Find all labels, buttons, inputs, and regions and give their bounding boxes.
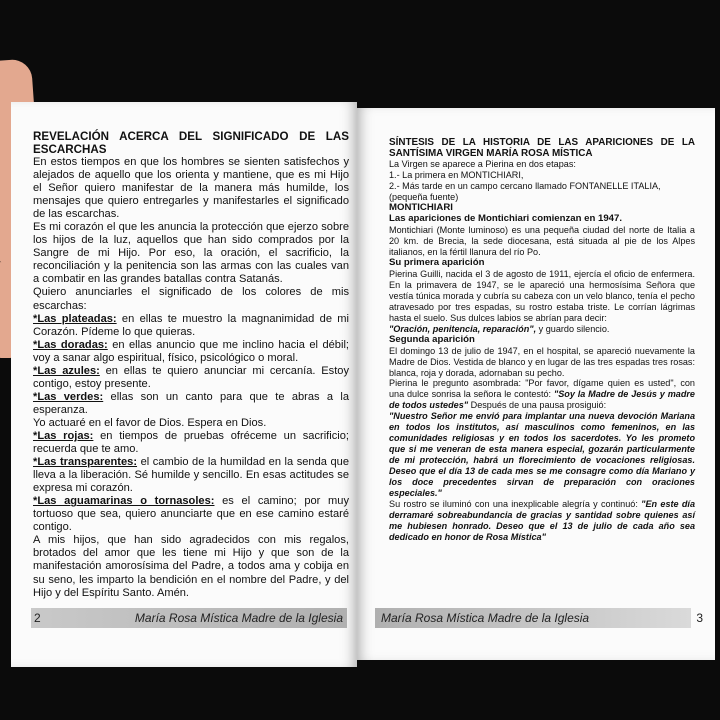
heading-montichiari: MONTICHIARI (389, 202, 453, 214)
right-page-content (389, 137, 695, 543)
quote-soy: "Soy la Madre de Jesús y madre de todos ustedes" (389, 389, 695, 411)
color-aguamarinas (33, 495, 349, 534)
color-label: *Las azules: (33, 364, 100, 377)
footer-title: María Rosa Mística Madre de la Iglesia (381, 611, 590, 625)
paragraph-heart: Es mi corazón el que les anuncia la protección que ejerzo sobre los hijos de la luz, aquellos que han sido comprados por la Sangre de mi Hijo. Por eso, la oración, el sacrificio, la reconciliación y la penitencia son las armas con las cuales van a combatir en las grandes batallas contra Satanás. (33, 221, 349, 286)
color-text: en ellas te quiero anunciar mi cercanía. Estoy contigo, estoy presente. (33, 364, 349, 390)
color-azules (33, 365, 349, 391)
color-label: *Las rojas: (33, 429, 94, 442)
color-label: *Las aguamarinas o tornasoles: (33, 495, 215, 508)
paragraph-colors-intro: Quiero anunciarles el significado de los colores de mis escarchas: (33, 286, 349, 312)
paragraph-primera: Pierina Guilli, nacida el 3 de agosto de 1911, ejercía el oficio de enfermera. En la primavera de 1947, se le apareció una hermosísima Señora que vestía túnica morada y cubría su cabeza con un velo blanco, tenía el pecho atravesado por tres espadas, su rostro estaba triste. Le corrían lágrimas hasta el suelo. Sus dulces labios se abrían para decir: (389, 268, 695, 323)
heading-apariciones: Las apariciones de Montichiari comienzan en 1947. (389, 213, 622, 225)
paragraph-oracion (389, 324, 695, 335)
color-rojas (33, 430, 349, 456)
right-page-footer (375, 608, 703, 628)
left-page-content (33, 130, 349, 600)
heading-segunda: Segunda aparición (389, 333, 475, 345)
right-page (357, 108, 715, 660)
paragraph-intro: La Virgen se aparece a Pierina en dos etapas: (389, 159, 576, 170)
color-verdes (33, 391, 349, 417)
page-number: 3 (696, 611, 703, 625)
quote-oracion: "Oración, penitencia, reparación", (389, 323, 537, 334)
color-text: en ellas anuncio que me inclino hacia el débil; voy a sanar algo espiritual, físico, psicológico o moral. (33, 338, 349, 364)
text-rostro: Su rostro se iluminó con una inexplicable alegría y continuó: (389, 498, 642, 509)
heading-primera: Su primera aparición (389, 256, 485, 268)
color-text: ellas son un canto para que te abras a la esperanza. (33, 390, 349, 416)
color-text: en ellas te muestro la magnanimidad de mi Corazón. Pídeme lo que quieras. (33, 312, 350, 338)
text-pausa: Después de una pausa prosiguió: (468, 400, 607, 411)
color-label: *Las transparentes: (33, 456, 138, 469)
paragraph-montichiari: Montichiari (Monte luminoso) es una pequeña ciudad del norte de Italia a 20 km. de Brecia, la sede diocesana, está situada al pie de los Alpes italianos, en la fértil llanura del río Po. (389, 225, 695, 258)
footer-title: María Rosa Mística Madre de la Iglesia (134, 611, 343, 625)
color-label: *Las verdes: (33, 390, 104, 403)
paragraph-rostro (389, 499, 695, 543)
quote-nuestro-senor: "Nuestro Señor me envió para implantar una nueva devoción Mariana en todos los institutos, así masculinos como femeninos, en las comunidades religiosas y en todos los sacerdotes. Yo les prometo que si me veneran de esta manera especial, gozarán particularmente de mi protección, habrá un florecimiento de vocaciones religiosas. Deseo que el día 13 de cada mes se me consagre como día Mariano y los doce precedentes sirvan de preparación con oraciones especiales." (389, 411, 695, 498)
stage-two: 2.- Más tarde en un campo cercano llamado FONTANELLE ITALIA, (pequeña fuente) (389, 181, 661, 203)
color-text: en tiempos de pruebas ofréceme un sacrificio; recuerda que te amo. (33, 429, 349, 456)
paragraph-pregunta (389, 378, 695, 411)
page-number: 2 (34, 611, 41, 625)
color-plateadas (33, 313, 349, 339)
color-transparentes (33, 456, 349, 495)
stage-one: 1.- La primera en MONTICHIARI, (389, 170, 524, 181)
paragraph-blessing: A mis hijos, que han sido agradecidos con mis regalos, brotados del amor que les tiene mi Hijo y que son de la manifestación amorosísima del Padre, a todos ama y cobija en su seno, les imparto la bendición en el nombre del Padre, y del Hijo y del Espíritu Santo. Amén. (33, 534, 349, 599)
color-text: el cambio de la humildad en la senda que lleva a la liberación. Sé humilde y sencillo. En esas actitudes se expresa mi corazón. (33, 456, 349, 495)
text-pregunta: Pierina le pregunto asombrada: "Por favor, dígame quien es usted", con una dulce sonrisa la señora le contestó: (389, 378, 695, 400)
paragraph-segunda: El domingo 13 de julio de 1947, en el hospital, se apareció nuevamente la Madre de Dios. Vestida de blanco y en lugar de las tres espadas tres rosas: blanca, roja y dorada, adornaban su pecho. (389, 345, 695, 378)
color-label: *Las doradas: (33, 338, 108, 351)
quote-este-dia: "En este día derramaré sobreabundancia de gracias y santidad sobre quienes así me hubiesen honrado. Deseo que el 13 de julio de cada año sea dedicado en honor de Rosa Mística" (389, 498, 695, 542)
color-text: es el camino; por muy tortuoso que sea, quiero anunciarte que en ese camino estaré contigo. (33, 495, 349, 534)
color-label: *Las plateadas: (33, 312, 117, 325)
text-silencio: y guardo silencio. (536, 323, 610, 334)
right-page-title: SÍNTESIS DE LA HISTORIA DE LAS APARICIONES DE LA SANTÍSIMA VIRGEN MARÍA ROSA MÍSTICA (389, 137, 695, 160)
left-page-footer (31, 608, 347, 628)
left-page (11, 102, 357, 667)
left-page-title: REVELACIÓN ACERCA DEL SIGNIFICADO DE LAS ESCARCHAS (33, 130, 349, 156)
paragraph-intro: En estos tiempos en que los hombres se sienten satisfechos y alejados de aquello que los orienta y mantiene, que es mi Hijo el Señor quiero manifestar de la manera más humilde, los mensajes que quiero entregarles y manifestarles el significado de las escarchas. (33, 156, 349, 221)
color-doradas (33, 339, 349, 365)
paragraph-act: Yo actuaré en el favor de Dios. Espera en Dios. (33, 416, 267, 429)
